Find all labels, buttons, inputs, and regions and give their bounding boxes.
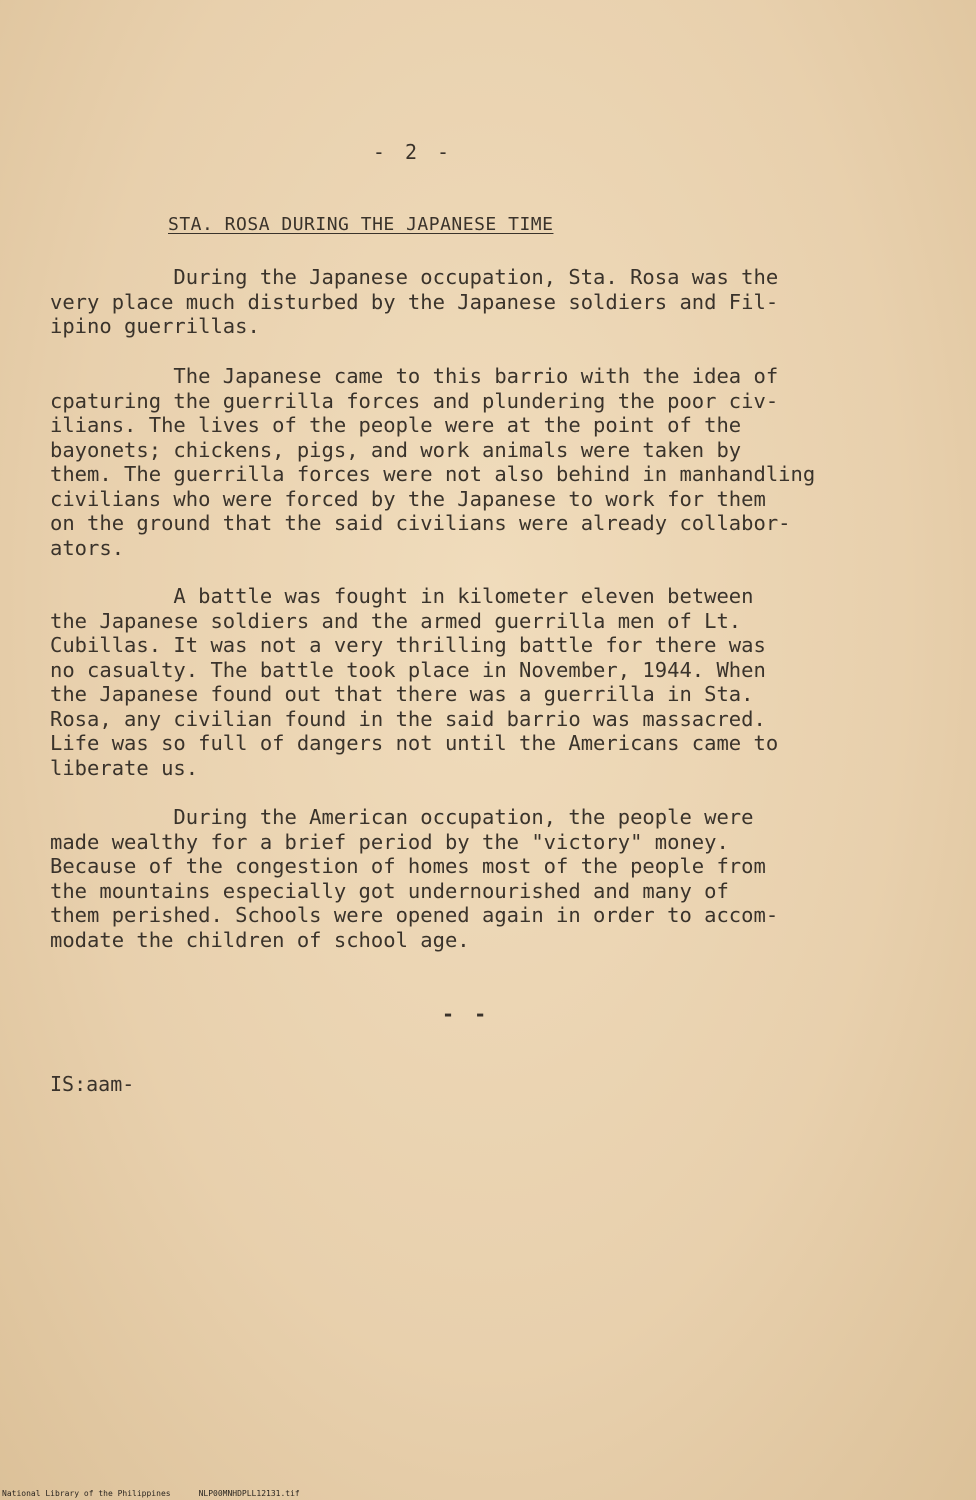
scan-footer [2, 1489, 328, 1498]
section-heading: STA. ROSA DURING THE JAPANESE TIME [168, 214, 554, 235]
paragraph-4: During the American occupation, the people were made wealthy for a brief period by the "victory" money. Because of the congestion of homes most of the people from the mountains especially got undernourished and many of them perished. Schools were opened again in order to accom- modate the children of school age. [50, 805, 779, 952]
end-dashes: - - [442, 1002, 491, 1026]
reference-initials: IS:aam- [50, 1072, 135, 1096]
file-name: NLP00MNHDPLL12131.tif [198, 1489, 300, 1498]
paragraph-1: During the Japanese occupation, Sta. Rosa was the very place much disturbed by the Japanese soldiers and Fil- ipino guerrillas. [50, 265, 779, 338]
library-name: National Library of the Philippines [2, 1489, 171, 1498]
page-number: - 2 - [372, 140, 454, 164]
paragraph-3: A battle was fought in kilometer eleven between the Japanese soldiers and the armed guerrilla men of Lt. Cubillas. It was not a very thrilling battle for there was no casualty. The battle took place in November, 1944. When the Japanese found out that there was a guerrilla in Sta. Rosa, any civilian found in the said barrio was massacred. Life was so full of dangers not until the Americans came to liberate us. [50, 584, 779, 780]
paragraph-2: The Japanese came to this barrio with the idea of cpaturing the guerrilla forces and plundering the poor civ- ilians. The lives of the people were at the point of the bayonets; chickens, pigs, and work animals were taken by them. The guerrilla forces were not also behind in manhandling civilians who were forced by the Japanese to work for them on the ground that the said civilians were already collabor- ators. [50, 364, 816, 560]
